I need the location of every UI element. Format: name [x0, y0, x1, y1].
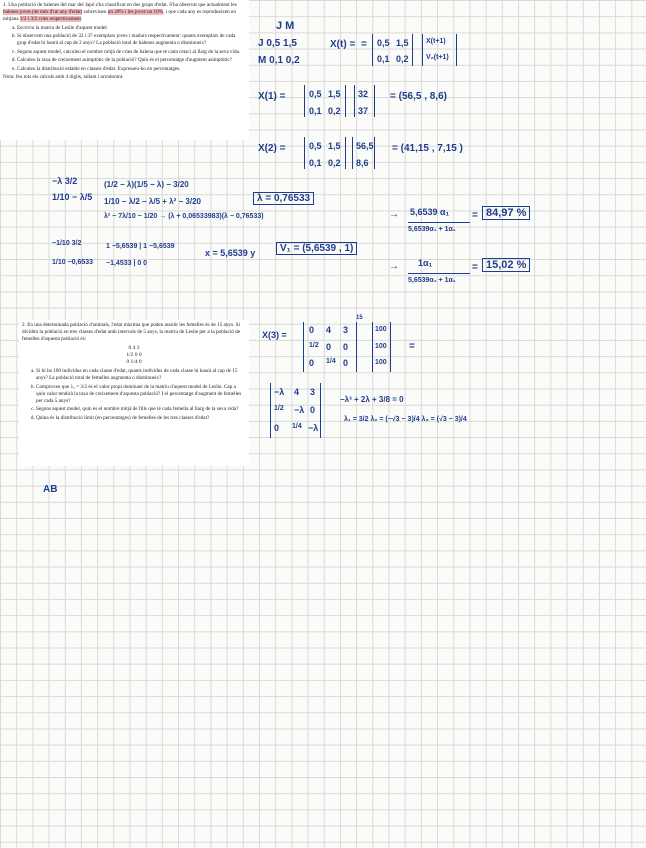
hw-pct1-box: 84,97 %: [482, 206, 530, 220]
hw-p2-char-11: −λ: [274, 387, 285, 397]
hw-x1-m11: 0,5: [309, 89, 322, 99]
hw-x1-result: = (56,5 , 8,6): [390, 91, 447, 102]
hw-left-matrix2-r1: −1/10 3/2: [52, 240, 82, 247]
hw-lambda-box: λ = 0,76533: [253, 192, 314, 205]
hw-left-matrix2-r2: 1/10 −0,6533: [52, 259, 94, 266]
highlight-1: balenes joves (de més d'un any d'edat): [3, 9, 83, 15]
matrix-row: 1/2 0 0: [126, 352, 142, 358]
hw-bracket: [304, 137, 305, 169]
hw-p2-m-13: 3: [343, 325, 349, 335]
hw-bracket: [412, 34, 413, 66]
hw-pct1-numerator: 5,6539 α₁: [410, 207, 450, 217]
hw-eigenvector-box: V₁ = (5,6539 , 1): [276, 242, 357, 255]
hw-row-reduction-1: 1 −5,6539 | 1 −5,6539: [106, 243, 175, 250]
hw-bracket: [304, 85, 305, 117]
hw-p2-exponent: 15: [356, 315, 363, 321]
hw-bracket: [390, 322, 391, 372]
hw-xt-eq: =: [361, 39, 367, 50]
problem-1-item-a: a. Escriviu la matriu de Leslie d'aquest model.: [17, 25, 246, 32]
hw-p2-m-31: 0: [309, 358, 315, 368]
highlight-2: un 20% i les joves un 10%: [107, 9, 164, 15]
hw-det-line-1: (1/2 − λ)(1/5 − λ) − 3/20: [104, 180, 189, 189]
hw-p2-eq: =: [409, 341, 415, 352]
hw-x2-vec-1: 56,5: [356, 141, 374, 151]
hw-fraction-bar: [408, 222, 470, 223]
hw-x1-m21: 0,1: [309, 106, 322, 116]
hw-left-matrix-r2: 1/10 − λ/5: [52, 192, 93, 202]
hw-x2-m22: 0,2: [328, 158, 341, 168]
hw-x2-result: = (41,15 , 7,15 ): [392, 143, 463, 154]
hw-xt-label: X(t) =: [330, 39, 356, 50]
problem-2-statement: [19, 320, 249, 466]
hw-bracket: [374, 137, 375, 169]
hw-x1-m22: 0,2: [328, 106, 341, 116]
hw-bracket: [456, 34, 457, 66]
hw-p2-vec-2: 100: [375, 343, 387, 350]
intro-text: , i que cada any es reprodueixen en mitjana: [3, 9, 236, 22]
hw-p2-m-33: 0: [343, 358, 349, 368]
problem-2-items: [22, 368, 246, 422]
hw-p2-vec-3: 100: [375, 359, 387, 366]
hw-p2-char-12: 4: [294, 387, 300, 397]
hw-x2-m11: 0,5: [309, 141, 322, 151]
hw-leslie-row-2: M 0,1 0,2: [258, 55, 300, 66]
hw-jm-header: J M: [276, 20, 295, 32]
hw-p2-m-12: 4: [326, 325, 332, 335]
hw-bracket: [372, 322, 373, 372]
highlight-3: 1/2 i 3/2 cries respectivament: [19, 16, 81, 22]
hw-bracket: [372, 34, 373, 66]
hw-xt-vec-2: V₂(t+1): [426, 54, 449, 61]
problem-1-note: Nota: feu tots els càlculs amb 4 dígits, tallant i arrodonint.: [3, 74, 124, 80]
hw-xt-m22: 0,2: [396, 54, 409, 64]
intro-text: 1. Una població de balenes del mar del Japó s'ha classificat en dos grups d'edat. S'ha observat que actualment les: [3, 2, 237, 8]
hw-p2-x3-label: X(3) =: [262, 330, 287, 340]
problem-1-item-c: c. Segons aquest model, calculeu el nombre mitjà de cries de balena que té cada cetaci al llarg de la seva vida.: [17, 49, 246, 56]
problem-2-intro: 2. En una determinada població d'animals, l'edat màxima que poden assolir les femelles és de 15 anys. Si dividim la població en tres classes d'edat amb intervals de 5 anys, la matriu de Leslie per a la població de femelles d'aquesta població és:: [22, 322, 241, 342]
hw-p2-polynomial: −λ³ + 2λ + 3/8 = 0: [340, 395, 404, 404]
matrix-row: 0 1/4 0: [126, 359, 142, 365]
hw-p2-m-32: 1/4: [326, 358, 336, 365]
hw-xt-m11: 0,5: [377, 38, 390, 48]
hw-p2-m-22: 0: [326, 342, 332, 352]
hw-initials: AB: [43, 484, 58, 495]
hw-p2-char-32: 1/4: [292, 423, 302, 430]
hw-pct2-eq: =: [472, 262, 478, 273]
hw-xt-vec-1: X(t+1): [426, 38, 446, 45]
hw-bracket: [345, 85, 346, 117]
hw-x2-m21: 0,1: [309, 158, 322, 168]
intro-text: sobreviuen: [82, 9, 108, 15]
hw-bracket: [320, 383, 321, 438]
hw-x1-vec-2: 37: [358, 106, 369, 116]
hw-bracket: [352, 137, 353, 169]
hw-pct2-numerator: 1α₁: [418, 258, 433, 268]
hw-x2-label: X(2) =: [258, 143, 286, 154]
hw-x2-m12: 1,5: [328, 141, 341, 151]
problem-1-item-e: e. Calculeu la distribució estable en classes d'edat. Expresseu-ho en percentatges.: [17, 66, 246, 73]
hw-p2-m-11: 0: [309, 325, 315, 335]
hw-bracket: [374, 85, 375, 117]
hw-bracket: [303, 322, 304, 372]
hw-x1-m12: 1,5: [328, 89, 341, 99]
problem-1-item-b: b. Si observem una població de 32 i 37 exemplars joves i madurs respectivament: quants exemplars de cada grup d'edat hi haurà al cap de 2 anys? La població total de balenes augmenta o disminueix?: [17, 33, 246, 47]
hw-xt-m21: 0,1: [377, 54, 390, 64]
hw-xt-m12: 1,5: [396, 38, 409, 48]
hw-pct2-denominator: 5,6539α₁ + 1α₁: [408, 277, 456, 284]
hw-p2-m-23: 0: [343, 342, 349, 352]
hw-x2-vec-2: 8,6: [356, 158, 369, 168]
hw-p2-m-21: 1/2: [309, 342, 319, 349]
hw-p2-char-33: −λ: [308, 423, 319, 433]
hw-fraction-bar: [408, 273, 470, 274]
problem-2-item-a: a. Si hi ha 100 individus en cada classe d'edat, quants individus de cada classe hi haurà al cap de 15 anys? La població total de femelles augmenta o disminueix?: [36, 368, 246, 382]
hw-x-equation: x = 5,6539 y: [205, 248, 256, 258]
hw-bracket: [356, 322, 357, 372]
problem-2-item-c: c. Segons aquest model, quin és el nombre mitjà de fills que té cada femella al llarg de la seva vida?: [36, 406, 246, 413]
problem-2-item-b: b. Comproveu que λ₁ = 3/2 és el valor propi dominant de la matriu d'aquest model de Leslie. Cap a quin valor tendirà la taxa de creixement d'aquesta població? I el percentatge d'augment de femelles per cada 5 anys?: [36, 384, 246, 405]
hw-x1-label: X(1) =: [258, 91, 286, 102]
hw-arrow: →: [389, 209, 399, 220]
hw-pct2-box: 15,02 %: [482, 258, 530, 272]
hw-p2-char-23: 0: [310, 405, 316, 415]
leslie-matrix-print: [22, 345, 246, 366]
hw-det-line-2: 1/10 − λ/2 − λ/5 + λ² − 3/20: [104, 197, 201, 206]
hw-p2-char-13: 3: [310, 387, 316, 397]
hw-bracket: [270, 383, 271, 438]
hw-row-reduction-2: −1,4533 | 0 0: [106, 260, 148, 267]
problem-1-statement: [0, 0, 249, 140]
hw-p2-vec-1: 100: [375, 326, 387, 333]
problem-2-item-d: d. Quina és la distribució límit (en percentatges) de femelles de les tres classes d'edat?: [36, 415, 246, 422]
intro-text: .: [80, 16, 83, 22]
hw-leslie-row-1: J 0,5 1,5: [258, 38, 297, 49]
hw-pct1-eq: =: [472, 210, 478, 221]
problem-1-intro: [3, 2, 246, 23]
hw-pct1-denominator: 5,6539α₁ + 1α₁: [408, 226, 456, 233]
hw-bracket: [345, 137, 346, 169]
hw-left-matrix-r1: −λ 3/2: [52, 176, 78, 186]
hw-det-line-3: λ² − 7λ/10 − 1/20 → (λ + 0,06533983)(λ − 0,76533): [104, 213, 264, 220]
hw-p2-roots: λ₁ = 3/2 λ₂ = (−√3 − 3)/4 λ₃ = (√3 − 3)/4: [344, 416, 467, 423]
hw-arrow: →: [389, 261, 399, 272]
hw-p2-char-31: 0: [274, 423, 280, 433]
hw-x1-vec-1: 32: [358, 89, 369, 99]
matrix-row: 0 4 3: [128, 345, 140, 351]
hw-p2-char-22: −λ: [294, 405, 305, 415]
hw-bracket: [422, 34, 423, 66]
hw-p2-char-21: 1/2: [274, 405, 284, 412]
problem-1-item-d: d. Calculeu la taxa de creixement asimptòtic de la població? Quin és el percentatge d'augment asimptòtic?: [17, 57, 246, 64]
problem-1-items: [3, 25, 246, 73]
hw-bracket: [354, 85, 355, 117]
